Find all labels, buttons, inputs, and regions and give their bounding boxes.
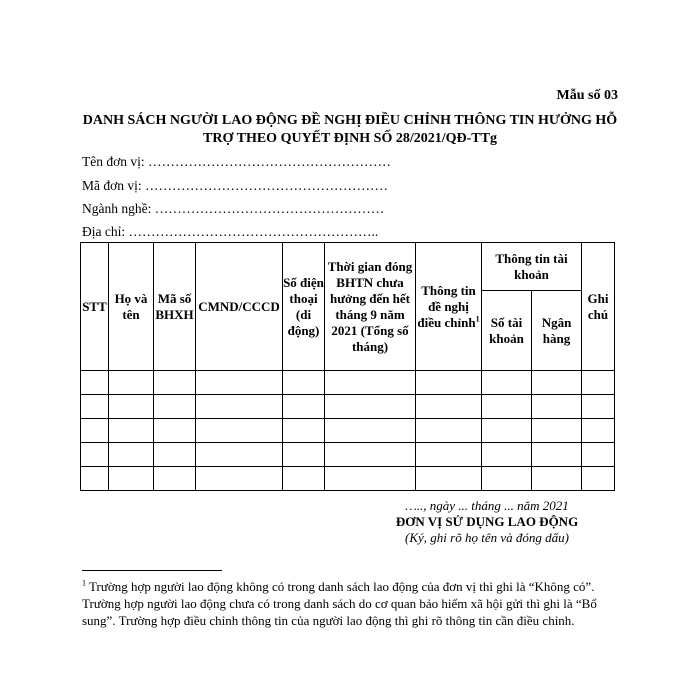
table-row [81, 371, 615, 395]
table-cell [532, 395, 582, 419]
table-cell [283, 443, 325, 467]
table-cell [325, 371, 416, 395]
footnote-text: Trường hợp người lao động không có trong danh sách lao động của đơn vị thì ghi là “Không có”. Trường hợp người lao động chưa có trong danh sách do cơ quan bảo hiểm xã hội gửi thì ghi là “Bổ sung”. Trường hợp điều chỉnh thông tin của người lao động thì ghi rõ thông tin cần điều chỉnh. [82, 579, 597, 628]
table-cell [154, 395, 196, 419]
table-cell [154, 443, 196, 467]
signature-unit: ĐƠN VỊ SỬ DỤNG LAO ĐỘNG [395, 514, 579, 529]
table-cell [532, 371, 582, 395]
footnote-ref: 1 [475, 314, 480, 324]
table-cell [109, 419, 154, 443]
table-cell [81, 371, 109, 395]
table-cell [81, 467, 109, 491]
table-cell [283, 467, 325, 491]
table-cell [532, 443, 582, 467]
table-cell [196, 467, 283, 491]
table-cell [196, 443, 283, 467]
table-cell [416, 467, 482, 491]
footnote [82, 578, 616, 629]
table-cell [582, 419, 615, 443]
table-cell [532, 467, 582, 491]
header-account-group: Thông tin tài khoản [482, 243, 582, 291]
table-cell [81, 395, 109, 419]
header-note: Ghi chú [582, 243, 615, 371]
table-cell [325, 467, 416, 491]
table-cell [325, 395, 416, 419]
table-cell [416, 395, 482, 419]
header-bhxh: Mã số BHXH [154, 243, 196, 371]
table-row [81, 419, 615, 443]
table-cell [416, 443, 482, 467]
employee-table [80, 242, 615, 491]
table-cell [482, 395, 532, 419]
table-cell [582, 371, 615, 395]
table-row [81, 467, 615, 491]
table-cell [283, 419, 325, 443]
footnote-divider [82, 570, 222, 571]
table-cell [109, 395, 154, 419]
table-cell [582, 467, 615, 491]
header-stt: STT [81, 243, 109, 371]
table-cell [81, 419, 109, 443]
signature-instruction: (Ký, ghi rõ họ tên và đóng dấu) [405, 530, 569, 545]
table-cell [196, 395, 283, 419]
header-cmnd: CMND/CCCD [196, 243, 283, 371]
table-cell [325, 443, 416, 467]
table-cell [154, 467, 196, 491]
header-phone: Số điện thoại (di động) [283, 243, 325, 371]
table-row [81, 395, 615, 419]
table-cell [283, 395, 325, 419]
header-adjust: Thông tin đề nghị điều chỉnh$^1$ [416, 243, 482, 371]
table-cell [482, 443, 532, 467]
table-cell [482, 419, 532, 443]
table-cell [81, 443, 109, 467]
header-time: Thời gian đóng BHTN chưa hưởng đến hết tháng 9 năm 2021 (Tổng số tháng) [325, 243, 416, 371]
table-cell [325, 419, 416, 443]
table-cell [109, 443, 154, 467]
table-cell [582, 443, 615, 467]
table-cell [416, 371, 482, 395]
table-cell [482, 467, 532, 491]
header-bank: Ngân hàng [532, 291, 582, 371]
field-unit-name: Tên đơn vị: ……………………………………………… [82, 154, 392, 169]
field-industry: Ngành nghề: …………………………………………… [82, 201, 385, 216]
table-cell [109, 371, 154, 395]
table-cell [532, 419, 582, 443]
document-title: DANH SÁCH NGƯỜI LAO ĐỘNG ĐỀ NGHỊ ĐIỀU CHỈNH THÔNG TIN HƯỞNG HỖ TRỢ THEO QUYẾT ĐỊNH SỐ 28/2021/QĐ-TTg [82, 113, 618, 146]
table-cell [196, 371, 283, 395]
header-account-no: Số tài khoản [482, 291, 532, 371]
table-cell [154, 371, 196, 395]
table-row [81, 443, 615, 467]
table-cell [416, 419, 482, 443]
table-cell [109, 467, 154, 491]
table-cell [582, 395, 615, 419]
table-cell [482, 371, 532, 395]
table-cell [154, 419, 196, 443]
field-address: Địa chỉ: ……………………………………………….. [82, 224, 379, 239]
table-cell [283, 371, 325, 395]
field-unit-code: Mã đơn vị: ……………………………………………… [82, 178, 389, 193]
form-number: Mẫu số 03 [556, 88, 618, 103]
table-cell [196, 419, 283, 443]
header-name: Họ và tên [109, 243, 154, 371]
signature-date: ….., ngày ... tháng ... năm 2021 [405, 498, 569, 513]
footnote-mark: 1 [82, 578, 86, 588]
